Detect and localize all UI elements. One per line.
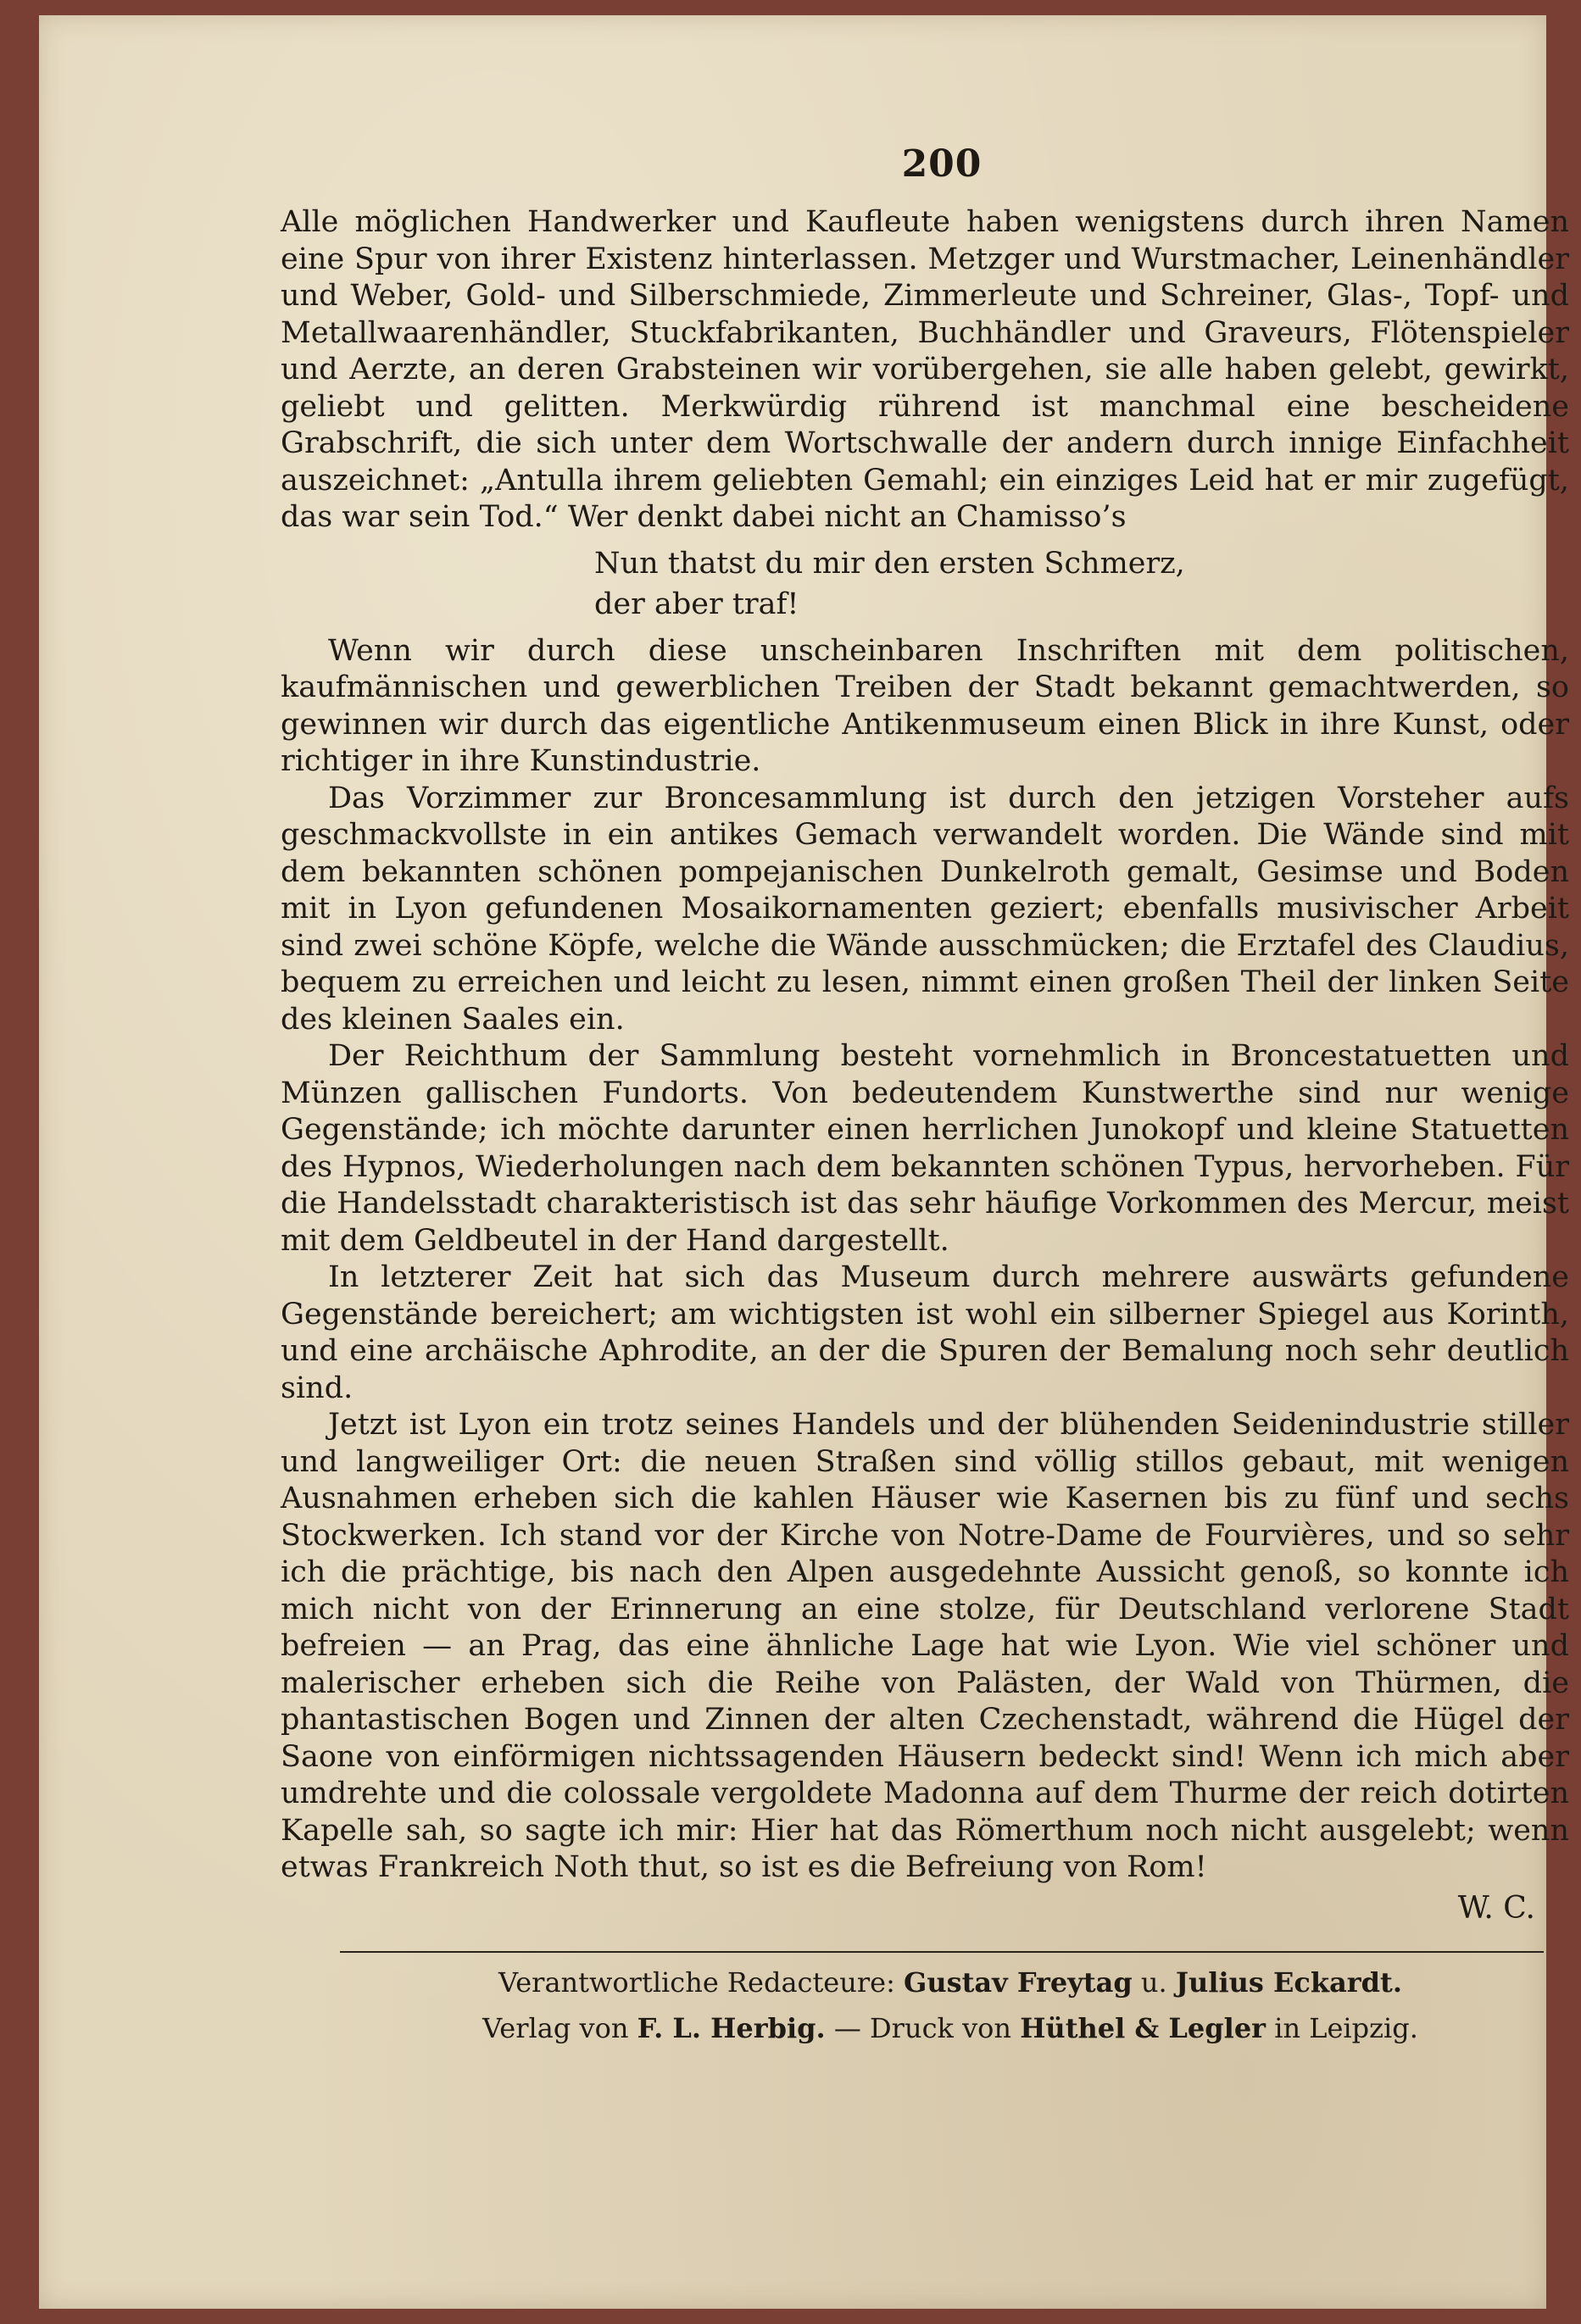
paragraph-vorzimmer: Das Vorzimmer zur Broncesammlung ist durch den jetzigen Vorsteher aufs geschmackvollste in ein antikes Gemach verwandelt worden. Die Wände sind mit dem bekannten schönen pompejanischen Dunkelroth gemalt, Gesimse und Boden mit in Lyon gefundenen Mosaikornamenten geziert; ebenfalls musivischer Arbeit sind zwei schöne Köpfe, welche die Wände ausschmücken; die Erztafel des Claudius, bequem zu erreichen und leicht zu lesen, nimmt einen großen Theil der linken Seite des kleinen Saales ein. [281,781,1569,1037]
paragraph-antikenmuseum: Wenn wir durch diese unscheinbaren Inschriften mit dem politischen, kaufmännischen und gewerblichen Treiben der Stadt bekannt gemachtwerden, so gewinnen wir durch das eigentliche Antikenmuseum einen Blick in ihre Kunst, oder richtiger in ihre Kunstindustrie. [281,633,1569,778]
book-page [39,15,1569,2309]
verse-line: der aber traf! [594,587,799,621]
editor-name: Julius Eckardt. [1175,1965,1402,1999]
footer-rule [340,1951,1544,1953]
imprint-publisher-line [331,2005,1569,2051]
printer-name: Hüthel & Legler [1020,2011,1266,2044]
paragraph-lyon-heute: Jetzt ist Lyon ein trotz seines Handels und der blühenden Seidenindustrie stiller und langweiliger Ort: die neuen Straßen sind völlig stillos gebaut, mit wenigen Ausnahmen erheben sich die kahlen Häuser wie Kasernen bis zu fünf und sechs Stockwerken. Ich stand vor der Kirche von Notre-Dame de Fourvières, und so sehr ich die prächtige, bis nach den Alpen ausgedehnte Aussicht genoß, so konnte ich mich nicht von der Erinnerung an eine stolze, für Deutschland verlorene Stadt befreien — an Prag, das eine ähnliche Lage hat wie Lyon. Wie viel schöner und malerischer erheben sich die Reihe von Palästen, der Wald von Thürmen, die phantastischen Bogen und Zinnen der alten Czechenstadt, während die Hügel der Saone von einförmigen nichtssagenden Häusern bedeckt sind! Wenn ich mich aber umdrehte und die colossale vergoldete Madonna auf dem Thurme der reich dotirten Kapelle sah, so sagte ich mir: Hier hat das Römerthum noch nicht ausgelebt; wenn etwas Frankreich Noth thut, so ist es die Befreiung von Rom! [281,1408,1569,1884]
author-signature: W. C. [1457,1890,1535,1926]
paragraph-trades-and-epitaph: Alle möglichen Handwerker und Kaufleute haben wenigstens durch ihren Namen eine Spur von ihrer Existenz hinterlassen. Metzger und Wurstmacher, Leinenhändler und Weber, Gold- und Silberschmiede, Zimmerleute und Schreiner, Glas-, Topf- und Metallwaarenhändler, Stuckfabrikanten, Buchhändler und Graveurs, Flötenspieler und Aerzte, an deren Grabsteinen wir vorübergehen, sie alle haben gelebt, gewirkt, geliebt und gelitten. Merkwürdig rührend ist manchmal eine bescheidene Grabschrift, die sich unter dem Wortschwalle der andern durch innige Einfachheit auszeichnet: „Antulla ihrem geliebten Gemahl; ein einziges Leid hat er mir zugefügt, das war sein Tod.“ Wer denkt dabei nicht an Chamisso’s [281,205,1569,534]
editors-label: Verantwortliche Redacteure: [498,1965,895,1999]
print-place: in Leipzig. [1274,2011,1418,2044]
publisher-label: Verlag von [482,2011,629,2044]
text-block [281,142,1569,2219]
verse-quote [281,543,1569,625]
page-number: 200 [901,142,983,186]
paragraph-sammlung: Der Reichthum der Sammlung besteht vornehmlich in Broncestatuetten und Münzen gallischen Fundorts. Von bedeutendem Kunstwerthe sind nur wenige Gegenstände; ich möchte darunter einen herrlichen Junokopf und kleine Statuetten des Hypnos, Wiederholungen nach dem bekannten schönen Typus, hervorheben. Für die Handelsstadt charakteristisch ist das sehr häufige Vorkommen des Mercur, meist mit dem Geldbeutel in der Hand dargestellt. [281,1039,1569,1258]
paragraph-museum-bereichert: In letzterer Zeit hat sich das Museum durch mehrere auswärts gefundene Gegenstände bereichert; am wichtigsten ist wohl ein silberner Spiegel aus Korinth, und eine archäische Aphrodite, an der die Spuren der Bemalung noch sehr deutlich sind. [281,1260,1569,1405]
editors-join: u. [1140,1965,1167,1999]
imprint-editors-line [331,1960,1569,2005]
publisher-name: F. L. Herbig. [637,2011,826,2044]
print-label: — Druck von [833,2011,1012,2044]
imprint [281,1960,1569,2051]
editor-name: Gustav Freytag [904,1965,1133,1999]
verse-line: Nun thatst du mir den ersten Schmerz, [594,546,1185,581]
